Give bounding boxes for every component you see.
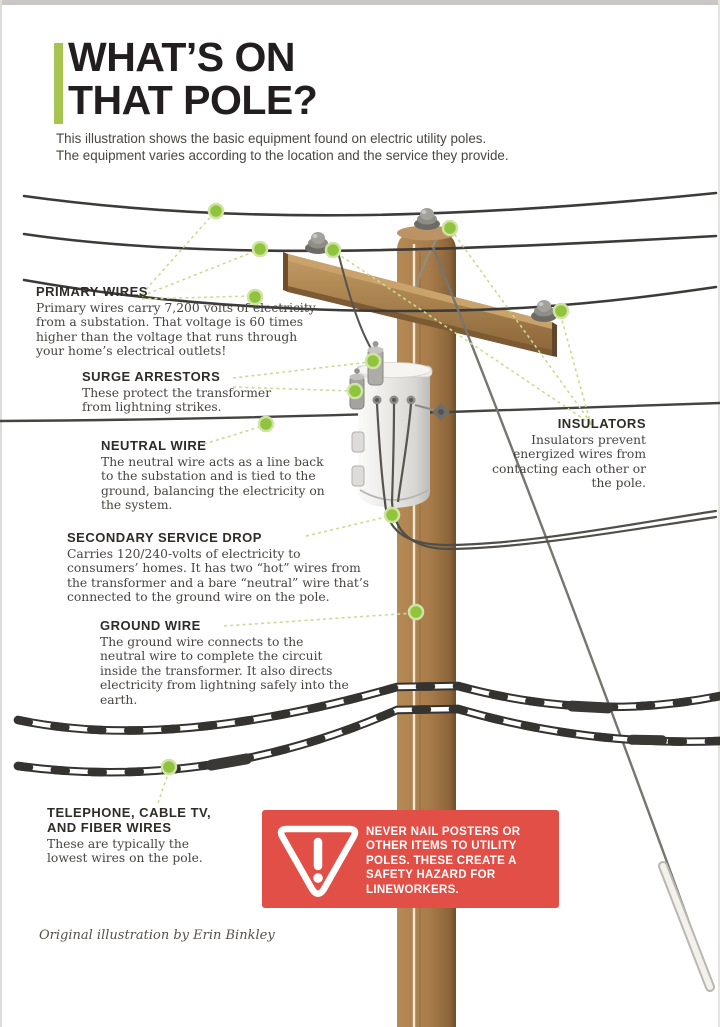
label-neutral-wire [101, 438, 339, 513]
label-primary-wires [36, 284, 328, 359]
warning-text: NEVER NAIL POSTERS OR OTHER ITEMS TO UTILITY POLES. THESE CREATE A SAFETY HAZARD FOR LINEWORKERS. [366, 826, 521, 896]
label-telephone-cable-fiber [47, 805, 222, 866]
secondary-service-drop-heading: SECONDARY SERVICE DROP [67, 530, 262, 545]
title-accent-bar [54, 43, 63, 124]
ground-wire-heading: GROUND WIRE [100, 618, 201, 633]
label-surge-arrestors [82, 369, 287, 415]
label-ground-wire [100, 618, 350, 707]
telephone-cable-heading: TELEPHONE, CABLE TV, AND FIBER WIRES [47, 805, 212, 835]
page-subtitle [56, 130, 509, 164]
surge-arrestors-body: These protect the transformer from lightning strikes. [82, 386, 272, 415]
neutral-wire-body: The neutral wire acts as a line back to the substation and is tied to the ground, balancing the electricity on the system. [101, 455, 325, 513]
insulators-body: Insulators prevent energized wires from contacting each other or the pole. [492, 433, 646, 491]
primary-wires-body: Primary wires carry 7,200 volts of electricity from a substation. That voltage is 60 times higher than the voltage that runs through your home’s electrical outlets! [36, 301, 316, 359]
primary-wires-heading: PRIMARY WIRES [36, 284, 148, 299]
warning-triangle-icon [274, 819, 362, 901]
title-line-2: THAT POLE? [68, 77, 318, 123]
subtitle-line-1: This illustration shows the basic equipment found on electric utility poles. [56, 131, 487, 146]
attribution: Original illustration by Erin Binkley [39, 928, 275, 943]
insulator-pole-top [414, 208, 440, 230]
neutral-wire-heading: NEUTRAL WIRE [101, 438, 207, 453]
surge-arrestors-heading: SURGE ARRESTORS [82, 369, 221, 384]
page-title [68, 36, 317, 122]
label-insulators [480, 416, 646, 491]
bushings [373, 396, 416, 405]
insulators-heading: INSULATORS [557, 416, 646, 431]
cable-splice [627, 735, 667, 746]
cable-splice [205, 753, 252, 772]
telephone-cable-body: These are typically the lowest wires on the pole. [47, 837, 203, 866]
subtitle-line-2: The equipment varies according to the location and the service they provide. [56, 148, 509, 163]
warning-box [262, 810, 559, 908]
title-line-1: WHAT’S ON [68, 34, 296, 80]
secondary-service-drop-body: Carries 120/240-volts of electricity to consumers’ homes. It has two “hot” wires from the transformer and a bare “neutral” wire that’s connected to the ground wire on the pole. [67, 547, 370, 605]
cable-splice [567, 700, 614, 713]
ground-wire-body: The ground wire connects to the neutral wire to complete the circuit inside the transformer. It also directs electricity from lightning safely into the earth. [100, 635, 349, 707]
label-secondary-service-drop [67, 530, 373, 605]
